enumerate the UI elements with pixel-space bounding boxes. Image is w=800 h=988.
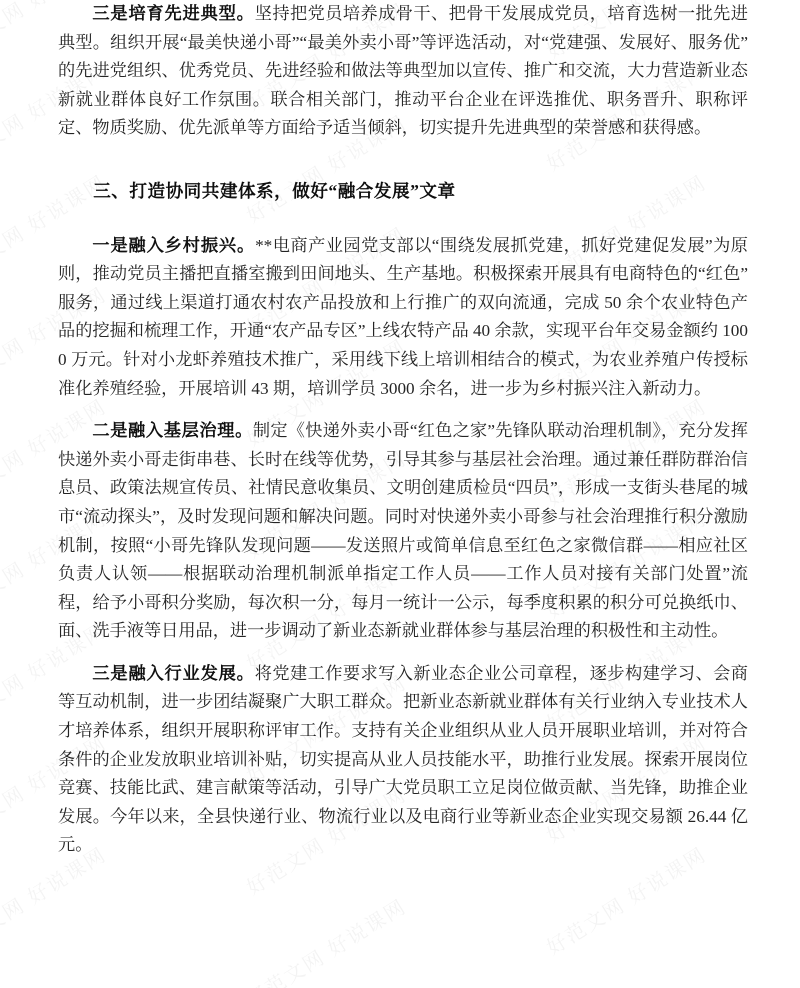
paragraph-text: 坚持把党员培养成骨干、把骨干发展成党员，培育选树一批先进典型。组织开展“最美快递小哥”“最美外卖小哥”等评选活动，对“党建强、发展好、服务优”的先进党组织、优秀党员、先进经验和做法等典型加以宣传、推广和交流，大力营造新业态新就业群体良好工作氛围。联合相关部门，推动平台企业在评选推优、职务晋升、职称评定、物质奖励、优先派单等方面给予适当倾斜，切实提升先进典型的荣誉感和获得感。 xyxy=(58,4,748,138)
paragraph-integrate-rural-revitalization xyxy=(58,232,748,404)
page-bottom-whitespace xyxy=(58,860,748,988)
paragraph-cultivate-advanced-models xyxy=(58,0,748,143)
paragraph-lead-label: 二是融入基层治理。 xyxy=(92,421,253,441)
paragraph-lead-label: 一是融入乡村振兴。 xyxy=(92,235,256,255)
paragraph-text: 将党建工作要求写入新业态企业公司章程，逐步构建学习、会商等互动机制，进一步团结凝聚广大职工群众。把新业态新就业群体有关行业纳入专业技术人才培养体系，组织开展职称评审工作。支持有关企业组织从业人员开展职业培训，并对符合条件的企业发放职业培训补贴，切实提高从业人员技能水平，助推行业发展。探索开展岗位竞赛、技能比武、建言献策等活动，引导广大党员职工立足岗位做贡献、当先锋，助推企业发展。今年以来，全县快递行业、物流行业以及电商行业等新业态企业实现交易额 26.44 亿元。 xyxy=(58,663,748,855)
paragraph-text: 制定《快递外卖小哥“红色之家”先锋队联动治理机制》，充分发挥快递外卖小哥走街串巷、长时在线等优势，引导其参与基层社会治理。通过兼任群防群治信息员、政策法规宣传员、社情民意收集员、文明创建质检员“四员”，形成一支街头巷尾的城市“流动探头”，及时发现问题和解决问题。同时对快递外卖小哥参与社会治理推行积分激励机制，按照“小哥先锋队发现问题——发送照片或简单信息至红色之家微信群——相应社区负责人认领——根据联动治理机制派单指定工作人员——工作人员对接有关部门处置”流程，给予小哥积分奖励，每次积一分，每月一统计一公示，每季度积累的积分可兑换纸巾、面、洗手液等日用品，进一步调动了新业态新就业群体参与基层治理的积极性和主动性。 xyxy=(58,421,748,641)
paragraph-lead-label: 三是融入行业发展。 xyxy=(92,663,255,683)
section-heading-three: 三、打造协同共建体系，做好“融合发展”文章 xyxy=(93,180,456,201)
paragraph-text: **电商产业园党支部以“围绕发展抓党建，抓好党建促发展”为原则，推动党员主播把直播室搬到田间地头、生产基地。积极探索开展具有电商特色的“红色”服务，通过线上渠道打通农村农产品投放和上行推广的双向流通，完成 50 余个农业特色产品的挖掘和梳理工作，开通“农产品专区”上线农特产品 40 余款，实现平台年交易金额约 1000 万元。针对小龙虾养殖技术推广，采用线下线上培训相结合的模式，为农业养殖户传授标准化养殖经验，开展培训 43 期，培训学员 3000 余名，进一步为乡村振兴注入新动力。 xyxy=(58,235,748,398)
paragraph-lead-label: 三是培育先进典型。 xyxy=(92,4,255,23)
paragraph-integrate-grassroots-governance xyxy=(58,417,748,646)
paragraph-integrate-industry-development xyxy=(58,660,748,860)
